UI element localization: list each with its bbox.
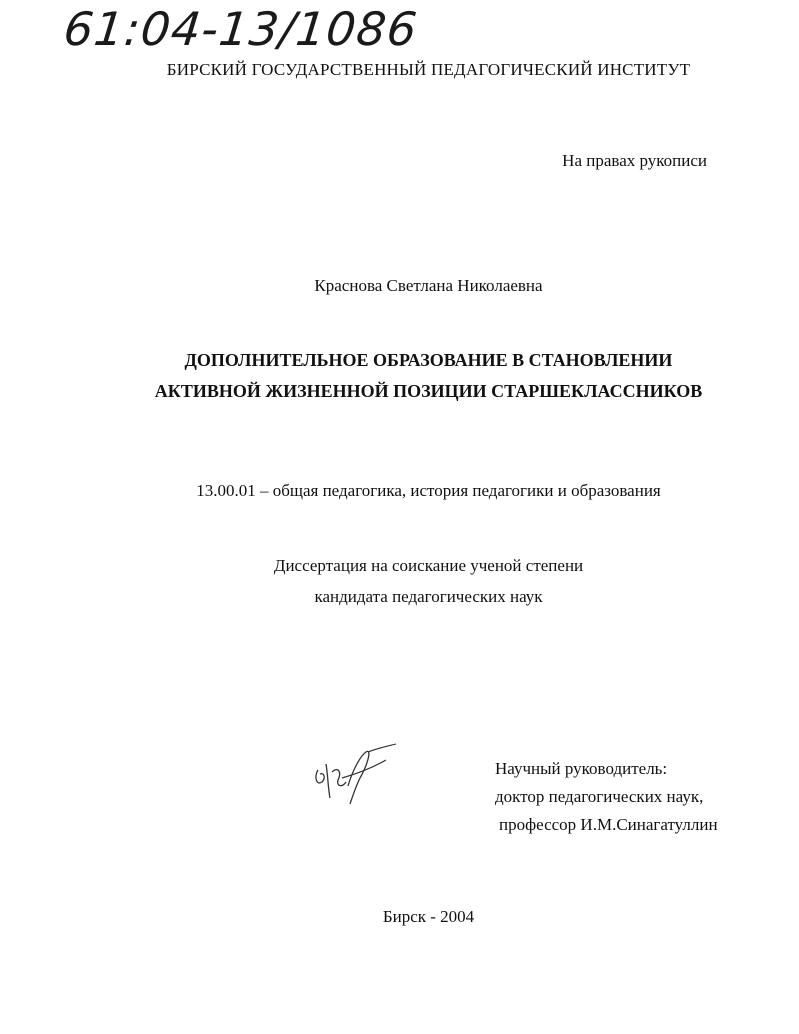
- institute-name: БИРСКИЙ ГОСУДАРСТВЕННЫЙ ПЕДАГОГИЧЕСКИЙ ИНСТИТУТ: [166, 60, 691, 79]
- dissertation-title: [0, 345, 799, 407]
- dissertation-type: [0, 550, 799, 612]
- dissertation-line-2: кандидата педагогических наук: [314, 587, 543, 606]
- title-line-1: ДОПОЛНИТЕЛЬНОЕ ОБРАЗОВАНИЕ В СТАНОВЛЕНИИ: [184, 350, 673, 370]
- specialty-code: 13.00.01 – общая педагогика, история педагогики и образования: [196, 481, 661, 500]
- supervisor-label: Научный руководитель:: [495, 759, 668, 778]
- catalog-number: 61:04-13/1086: [61, 2, 421, 56]
- author-name: Краснова Светлана Николаевна: [314, 276, 543, 295]
- city-year: Бирск - 2004: [382, 907, 475, 926]
- dissertation-line-1: Диссертация на соискание ученой степени: [273, 556, 584, 575]
- supervisor-degree: доктор педагогических наук,: [495, 787, 704, 806]
- supervisor-name: профессор И.М.Синагатуллин: [499, 815, 718, 834]
- supervisor-block: [495, 755, 718, 839]
- rights-note: На правах рукописи: [562, 151, 707, 170]
- title-line-2: АКТИВНОЙ ЖИЗНЕННОЙ ПОЗИЦИИ СТАРШЕКЛАССНИКОВ: [154, 381, 703, 401]
- handwritten-signature: [312, 742, 402, 808]
